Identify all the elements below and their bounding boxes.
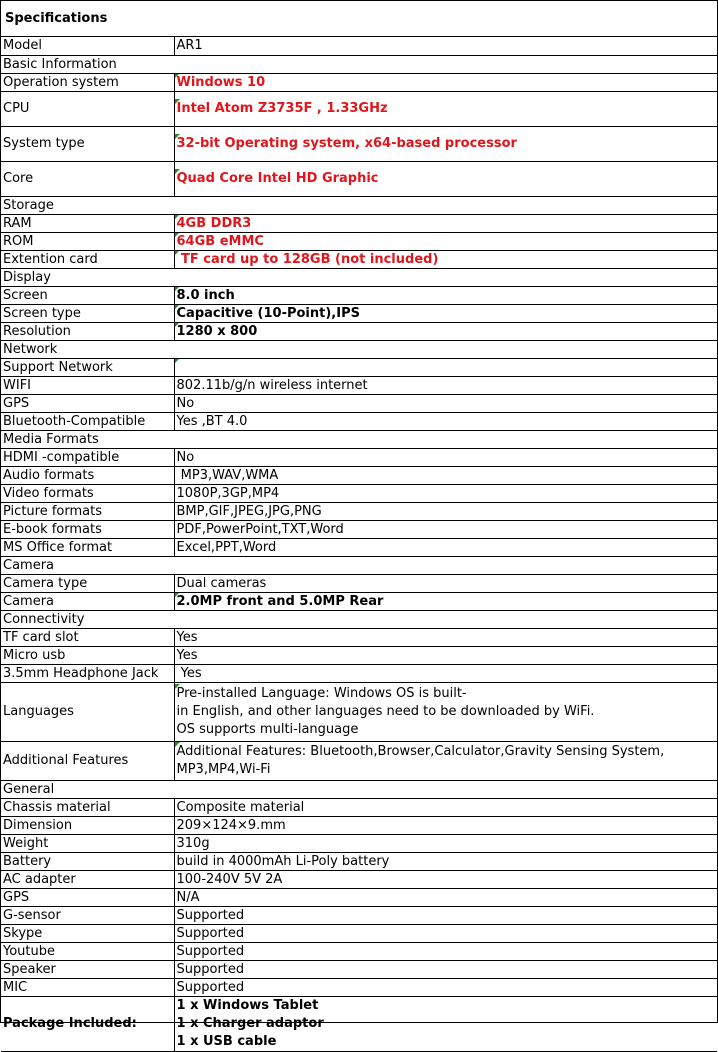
table-row: [1, 161, 717, 196]
spec-table: [1, 37, 717, 1052]
table-row: [1, 520, 717, 538]
marker-icon: [175, 322, 180, 327]
row-label: Speaker: [1, 960, 174, 978]
row-label: Extention card: [1, 250, 174, 268]
row-label: RAM: [1, 214, 174, 232]
row-label: GPS: [1, 888, 174, 906]
section-row: [1, 556, 717, 574]
row-value: Yes ,BT 4.0: [174, 412, 717, 430]
row-value: Supported: [174, 960, 717, 978]
row-label: Micro usb: [1, 646, 174, 664]
row-label: Support Network: [1, 358, 174, 376]
package-label: Package Included:: [1, 996, 174, 1051]
row-value: Supported: [174, 942, 717, 960]
table-row: [1, 978, 717, 996]
row-value: TF card up to 128GB (not included): [174, 250, 717, 268]
section-heading: Basic Information: [1, 55, 717, 73]
row-value: Yes: [174, 646, 717, 664]
table-row: [1, 664, 717, 682]
table-row: [1, 592, 717, 610]
table-row: [1, 628, 717, 646]
row-value: MP3,WAV,WMA: [174, 466, 717, 484]
table-row: [1, 502, 717, 520]
marker-icon: [175, 358, 180, 363]
section-heading: Display: [1, 268, 717, 286]
table-row: [1, 322, 717, 340]
table-row: [1, 960, 717, 978]
table-row: [1, 996, 717, 1051]
row-value: 32-bit Operating system, x64-based processor: [174, 126, 717, 161]
row-label: Audio formats: [1, 466, 174, 484]
section-row: [1, 196, 717, 214]
row-value: N/A: [174, 888, 717, 906]
marker-icon: [175, 286, 180, 291]
section-row: [1, 55, 717, 73]
section-heading: Media Formats: [1, 430, 717, 448]
row-label: Picture formats: [1, 502, 174, 520]
marker-icon: [175, 250, 180, 255]
table-row: [1, 304, 717, 322]
row-value: 209×124×9.mm: [174, 816, 717, 834]
row-label: Operation system: [1, 73, 174, 91]
row-value: Intel Atom Z3735F , 1.33GHz: [174, 91, 717, 126]
table-row: [1, 888, 717, 906]
row-value: 8.0 inch: [174, 286, 717, 304]
row-label: TF card slot: [1, 628, 174, 646]
row-value: AR1: [174, 37, 717, 55]
row-label: Camera: [1, 592, 174, 610]
table-row: [1, 250, 717, 268]
row-value: 802.11b/g/n wireless internet: [174, 376, 717, 394]
section-row: [1, 610, 717, 628]
row-label: GPS: [1, 394, 174, 412]
row-value: 310g: [174, 834, 717, 852]
table-row: [1, 466, 717, 484]
table-row: [1, 358, 717, 376]
table-row: [1, 394, 717, 412]
row-label: WIFI: [1, 376, 174, 394]
section-heading: Network: [1, 340, 717, 358]
table-row: [1, 906, 717, 924]
row-label: G-sensor: [1, 906, 174, 924]
section-row: [1, 268, 717, 286]
row-label: Additional Features: [1, 741, 174, 780]
marker-icon: [175, 684, 180, 689]
section-row: [1, 430, 717, 448]
table-row: [1, 834, 717, 852]
row-label: HDMI -compatible: [1, 448, 174, 466]
row-label: Camera type: [1, 574, 174, 592]
row-label: Chassis material: [1, 798, 174, 816]
row-label: ROM: [1, 232, 174, 250]
row-value: PDF,PowerPoint,TXT,Word: [174, 520, 717, 538]
row-value: Windows 10: [174, 73, 717, 91]
row-label: 3.5mm Headphone Jack: [1, 664, 174, 682]
row-value: Pre-installed Language: Windows OS is built- in English, and other languages need to be downloaded by WiFi. OS supports multi-language: [174, 682, 717, 741]
row-value: Yes: [174, 628, 717, 646]
table-row: [1, 448, 717, 466]
row-label: Screen type: [1, 304, 174, 322]
row-label: System type: [1, 126, 174, 161]
section-heading: Camera: [1, 556, 717, 574]
row-value: Composite material: [174, 798, 717, 816]
row-value: No: [174, 448, 717, 466]
table-row: [1, 376, 717, 394]
row-value: BMP,GIF,JPEG,JPG,PNG: [174, 502, 717, 520]
row-value: Dual cameras: [174, 574, 717, 592]
table-row: [1, 924, 717, 942]
page-title: Specifications: [1, 1, 717, 37]
row-value: 2.0MP front and 5.0MP Rear: [174, 592, 717, 610]
table-row: [1, 870, 717, 888]
marker-icon: [175, 99, 180, 104]
row-value: 1280 x 800: [174, 322, 717, 340]
table-row: [1, 741, 717, 780]
table-row: [1, 538, 717, 556]
row-label: Skype: [1, 924, 174, 942]
row-value: Quad Core Intel HD Graphic: [174, 161, 717, 196]
table-row: [1, 942, 717, 960]
table-row: [1, 574, 717, 592]
marker-icon: [175, 592, 180, 597]
row-value: Yes: [174, 664, 717, 682]
section-row: [1, 780, 717, 798]
table-row: [1, 852, 717, 870]
marker-icon: [175, 169, 180, 174]
row-value: 100-240V 5V 2A: [174, 870, 717, 888]
row-value: Additional Features: Bluetooth,Browser,Calculator,Gravity Sensing System, MP3,MP4,Wi-Fi: [174, 741, 717, 780]
row-label: Model: [1, 37, 174, 55]
row-value: 64GB eMMC: [174, 232, 717, 250]
table-row: [1, 646, 717, 664]
table-row: [1, 232, 717, 250]
row-value: 4GB DDR3: [174, 214, 717, 232]
table-row: [1, 73, 717, 91]
row-label: MS Office format: [1, 538, 174, 556]
row-label: Resolution: [1, 322, 174, 340]
table-row: [1, 214, 717, 232]
row-value: Supported: [174, 978, 717, 996]
table-row: [1, 816, 717, 834]
marker-icon: [175, 742, 180, 747]
package-value: 1 x Windows Tablet 1 x Charger adaptor 1 x USB cable: [174, 996, 717, 1051]
section-row: [1, 340, 717, 358]
row-value: build in 4000mAh Li-Poly battery: [174, 852, 717, 870]
row-label: Dimension: [1, 816, 174, 834]
marker-icon: [175, 134, 180, 139]
section-heading: General: [1, 780, 717, 798]
table-row: [1, 412, 717, 430]
section-heading: Storage: [1, 196, 717, 214]
row-label: MIC: [1, 978, 174, 996]
row-value: No: [174, 394, 717, 412]
table-row: [1, 91, 717, 126]
table-row: [1, 37, 717, 55]
table-row: [1, 484, 717, 502]
row-label: Youtube: [1, 942, 174, 960]
row-label: E-book formats: [1, 520, 174, 538]
row-label: Video formats: [1, 484, 174, 502]
row-value: Excel,PPT,Word: [174, 538, 717, 556]
section-heading: Connectivity: [1, 610, 717, 628]
row-label: AC adapter: [1, 870, 174, 888]
row-label: Core: [1, 161, 174, 196]
marker-icon: [175, 73, 180, 78]
table-row: [1, 286, 717, 304]
row-value: Capacitive (10-Point),IPS: [174, 304, 717, 322]
row-label: Screen: [1, 286, 174, 304]
row-value: [174, 358, 717, 376]
marker-icon: [175, 232, 180, 237]
marker-icon: [175, 304, 180, 309]
row-value: Supported: [174, 906, 717, 924]
table-row: [1, 126, 717, 161]
row-label: Languages: [1, 682, 174, 741]
table-row: [1, 682, 717, 741]
row-value: Supported: [174, 924, 717, 942]
row-label: Battery: [1, 852, 174, 870]
row-value: 1080P,3GP,MP4: [174, 484, 717, 502]
marker-icon: [175, 214, 180, 219]
table-row: [1, 798, 717, 816]
row-label: Bluetooth-Compatible: [1, 412, 174, 430]
row-label: Weight: [1, 834, 174, 852]
row-label: CPU: [1, 91, 174, 126]
